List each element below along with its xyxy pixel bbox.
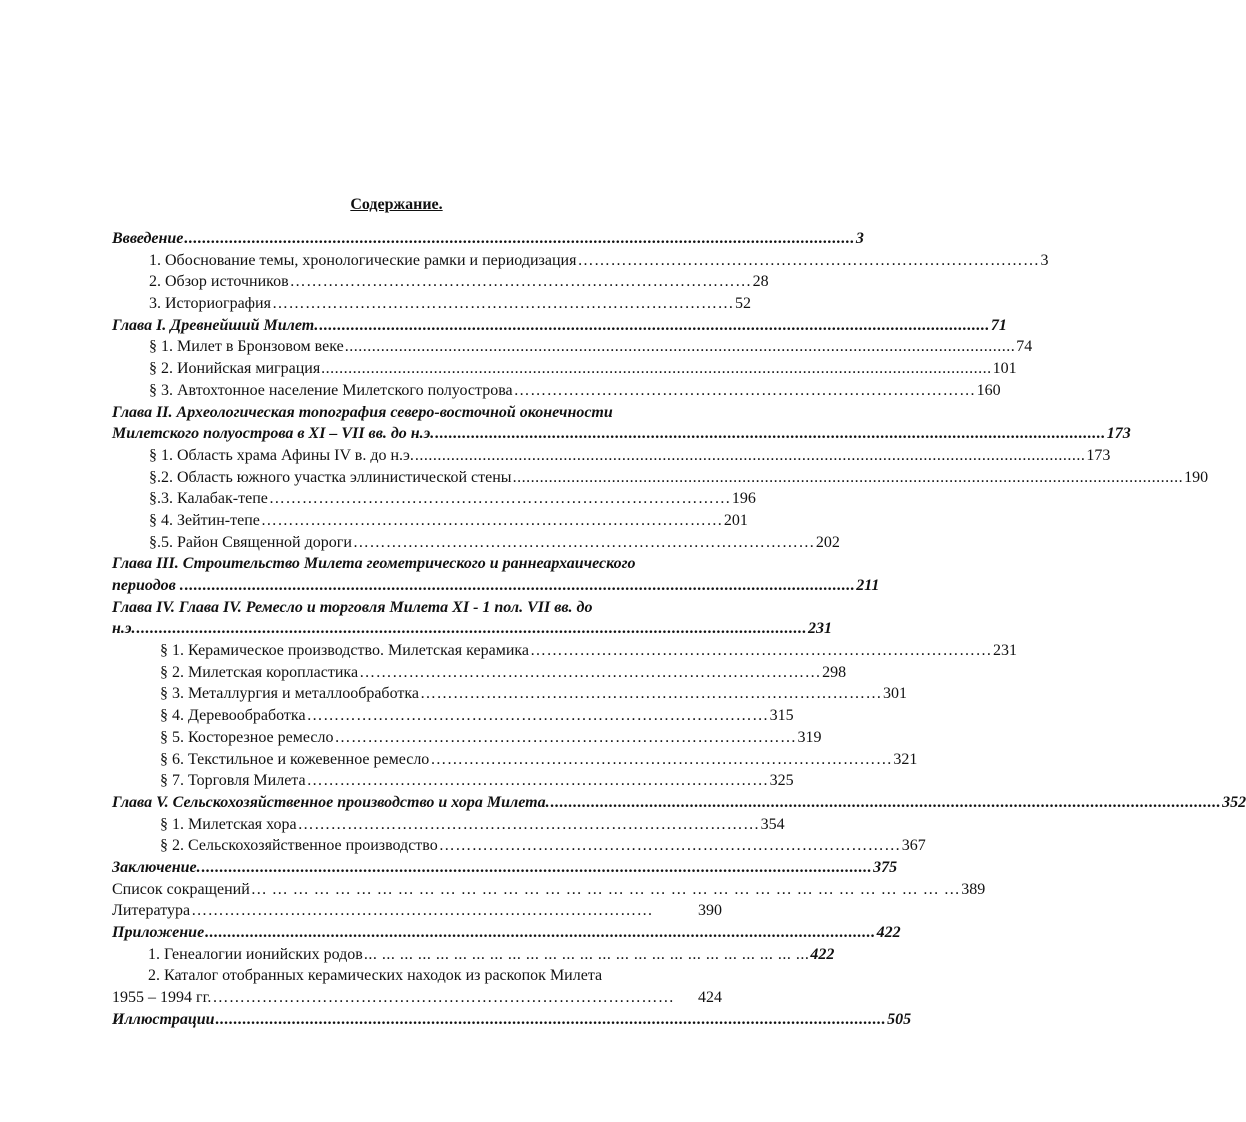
toc-entry — [112, 381, 1001, 404]
toc-entry — [112, 772, 794, 794]
toc-page: 28 — [752, 273, 769, 291]
leader-dots: ... ... ... ... ... ... ... ... ... ... ... ... ... ... ... ... ... ... ... ... ... ... ... ... ... — [363, 945, 810, 963]
toc-entry-appendix — [112, 924, 901, 946]
leader-dots: ..................................................................................................................................................... — [184, 230, 855, 247]
toc-label: § 7. Торговля Милета — [160, 772, 306, 790]
leader-dots: ………………………………………………………………………… — [438, 837, 901, 855]
toc-entry-chapter-2-line2 — [112, 425, 1131, 447]
toc-page: 3 — [1040, 251, 1049, 269]
toc-label: Заключение. — [112, 858, 201, 876]
toc-label: § 1. Керамическое производство. Милетская керамика — [160, 642, 530, 660]
toc-label: периодов . — [112, 577, 184, 594]
toc-label: § 2. Милетская коропластика — [160, 663, 359, 681]
leader-dots: ………………………………………………………………………… — [306, 707, 769, 725]
leader-dots: ………………………………………………………………………… — [212, 989, 675, 1007]
leader-dots: ………………………………………………………………………… — [530, 642, 993, 660]
toc-label: § 2. Ионийская миграция — [149, 360, 321, 378]
toc-label: Глава II. Археологическая топография северо-восточной оконечности — [112, 403, 613, 421]
leader-dots: ………………………………………………………………………… — [513, 381, 976, 399]
toc-entry-conclusion — [112, 858, 898, 881]
toc-label: § 2. Сельскохозяйственное производство — [160, 837, 438, 855]
toc-label: Список сокращений — [112, 880, 250, 898]
toc-label: § 6. Текстильное и кожевенное ремесло — [160, 750, 430, 768]
toc-label: § 4. Деревообработка — [160, 707, 306, 725]
toc-page: 367 — [901, 837, 926, 855]
toc-entry-chapter-4-line1 — [112, 599, 722, 621]
toc-entry — [112, 446, 1111, 469]
toc-entry — [112, 685, 907, 707]
toc-entry-abbreviations — [112, 880, 986, 903]
toc-entry — [112, 273, 769, 295]
toc-page: 71 — [990, 316, 1007, 334]
toc-entry — [112, 750, 918, 773]
toc-entry — [112, 533, 840, 556]
toc-label: § 3. Металлургия и металлообработка — [160, 685, 419, 703]
toc-label: § 5. Косторезное ремесло — [160, 728, 334, 746]
toc-entry-chapter-3-line1 — [112, 555, 722, 577]
toc-entry-illustrations — [112, 1010, 912, 1033]
toc-page: 319 — [797, 728, 822, 746]
toc-label: Глава III. Строительство Милета геометрического и раннеархаического — [112, 555, 636, 573]
toc-label: 3. Историография — [149, 295, 271, 313]
leader-dots: ………………………………………………………………………… — [271, 295, 734, 313]
toc-label: Иллюстрации — [112, 1010, 215, 1028]
leader-dots: ..................................................................................................................................................... — [414, 446, 1086, 464]
leader-dots: ..................................................................................................................................................... — [319, 316, 990, 334]
toc-page: 352 — [1222, 793, 1246, 811]
toc-label: Глава I. Древнейший Милет. — [112, 316, 319, 334]
toc-label: Приложение — [112, 924, 205, 941]
toc-label: 1955 – 1994 гг. — [112, 989, 212, 1007]
toc-label: § 1. Милетская хора — [160, 815, 297, 833]
leader-dots: ………………………………………………………………………… — [352, 533, 815, 551]
leader-dots: ………………………………………………………………………… — [260, 511, 723, 529]
toc-page: 390 — [698, 902, 722, 920]
toc-page: 315 — [769, 707, 794, 725]
toc-entry — [112, 728, 822, 751]
toc-page: 202 — [815, 533, 840, 551]
toc-page: 201 — [723, 511, 748, 529]
leader-dots: ..................................................................................................................................................... — [136, 620, 808, 638]
toc-label: §.2. Область южного участка эллинистической стены — [149, 468, 512, 486]
toc-entry — [112, 251, 1049, 274]
toc-entry-chapter-3-line2 — [112, 577, 880, 599]
toc-entry-line1 — [112, 967, 722, 989]
toc-page: 173 — [1106, 425, 1131, 443]
toc-page: 190 — [1184, 468, 1209, 486]
table-of-contents — [112, 230, 1246, 1032]
leader-dots: ………………………………………………………………………… — [306, 772, 769, 790]
toc-entry-intro — [112, 230, 864, 252]
leader-dots: ………………………………………………………………………… — [268, 490, 731, 508]
leader-dots: ………………………………………………………………………… — [430, 750, 893, 768]
toc-page: 52 — [734, 295, 751, 313]
toc-entry-chapter-1 — [112, 316, 1007, 339]
toc-entry — [112, 490, 756, 512]
toc-entry — [112, 663, 847, 686]
toc-entry — [112, 945, 835, 968]
leader-dots: ………………………………………………………………………… — [191, 902, 654, 920]
toc-label: 2. Обзор источников — [149, 273, 289, 291]
toc-page: 321 — [893, 750, 918, 768]
toc-page: 505 — [887, 1010, 912, 1028]
toc-label: 2. Каталог отобранных керамических находок из раскопок Милета — [148, 967, 603, 985]
toc-label: Глава IV. Глава IV. Ремесло и торговля Милета XI - 1 пол. VII вв. до — [112, 598, 593, 616]
toc-page: 424 — [698, 989, 722, 1007]
leader-dots: ..................................................................................................................................................... — [512, 468, 1184, 486]
toc-page: 298 — [822, 663, 847, 681]
leader-dots: ………………………………………………………………………… — [359, 663, 822, 681]
toc-page: 231 — [993, 642, 1018, 660]
toc-page: 231 — [808, 620, 833, 638]
toc-label: Милетского полуострова в XI – VII вв. до н.э. — [112, 425, 435, 443]
toc-entry — [112, 642, 1018, 664]
page-title: Содержание. — [350, 196, 443, 213]
leader-dots: ………………………………………………………………………… — [334, 728, 797, 746]
toc-label: § 1. Область храма Афины IV в. до н.э. — [149, 446, 414, 464]
leader-dots: ………………………………………………………………………… — [297, 815, 760, 833]
toc-page: 325 — [769, 772, 794, 790]
toc-label: Литература — [112, 902, 191, 920]
toc-label: Ввведение — [112, 230, 184, 247]
toc-page: 101 — [992, 360, 1017, 378]
toc-entry — [112, 338, 1033, 360]
leader-dots: ..................................................................................................................................................... — [344, 338, 1016, 356]
leader-dots: ..................................................................................................................................................... — [321, 360, 992, 378]
toc-entry — [112, 815, 785, 838]
toc-label: §.3. Калабак-тепе — [149, 490, 268, 508]
toc-page: 422 — [876, 924, 901, 941]
leader-dots: ..................................................................................................................................................... — [215, 1010, 887, 1028]
leader-dots: ..................................................................................................................................................... — [435, 425, 1106, 443]
toc-label: 1. Обоснование темы, хронологические рамки и периодизация — [149, 251, 577, 269]
toc-page: 375 — [873, 858, 898, 876]
toc-label: 1. Генеалогии ионийских родов — [148, 945, 363, 963]
leader-dots: ………………………………………………………………………… — [289, 273, 752, 291]
toc-entry-line2 — [112, 989, 722, 1011]
leader-dots: ..................................................................................................................................................... — [201, 858, 873, 876]
toc-page: 196 — [731, 490, 756, 508]
toc-page: 173 — [1086, 446, 1111, 464]
toc-page: 160 — [976, 381, 1001, 399]
toc-entry — [112, 360, 1017, 382]
toc-entry — [112, 837, 926, 859]
toc-entry-chapter-5 — [112, 793, 1246, 816]
toc-page: 3 — [855, 230, 864, 247]
leader-dots: ..................................................................................................................................................... — [205, 924, 876, 941]
leader-dots: ………………………………………………………………………… — [419, 685, 882, 703]
toc-label: §.5. Район Священной дороги — [149, 533, 352, 551]
toc-label: § 1. Милет в Бронзовом веке — [149, 338, 344, 356]
toc-entry — [112, 511, 748, 534]
toc-entry — [112, 295, 751, 317]
toc-entry-chapter-2-line1 — [112, 404, 722, 426]
toc-entry-chapter-4-line2 — [112, 620, 833, 642]
toc-page: 211 — [856, 577, 880, 594]
toc-label: § 4. Зейтин-тепе — [149, 511, 260, 529]
leader-dots: ..................................................................................................................................................... — [184, 577, 856, 594]
toc-label: н.э. — [112, 620, 136, 638]
toc-label: Глава V. Сельскохозяйственное производство и хора Милета. — [112, 793, 550, 811]
toc-page: 422 — [810, 945, 835, 963]
leader-dots: ………………………………………………………………………… — [577, 251, 1040, 269]
toc-page: 389 — [961, 880, 986, 898]
toc-label: § 3. Автохтонное население Милетского полуострова — [149, 381, 513, 399]
leader-dots: ..................................................................................................................................................... — [550, 793, 1222, 811]
toc-page: 301 — [882, 685, 907, 703]
toc-entry — [112, 707, 794, 729]
toc-page: 354 — [760, 815, 785, 833]
leader-dots: … … … … … … … … … … … … … … … … … … … … … … … … … … … … … … … … … … — [250, 880, 961, 898]
toc-entry-literature — [112, 902, 722, 924]
toc-page: 74 — [1016, 338, 1033, 356]
toc-entry — [112, 468, 1209, 491]
